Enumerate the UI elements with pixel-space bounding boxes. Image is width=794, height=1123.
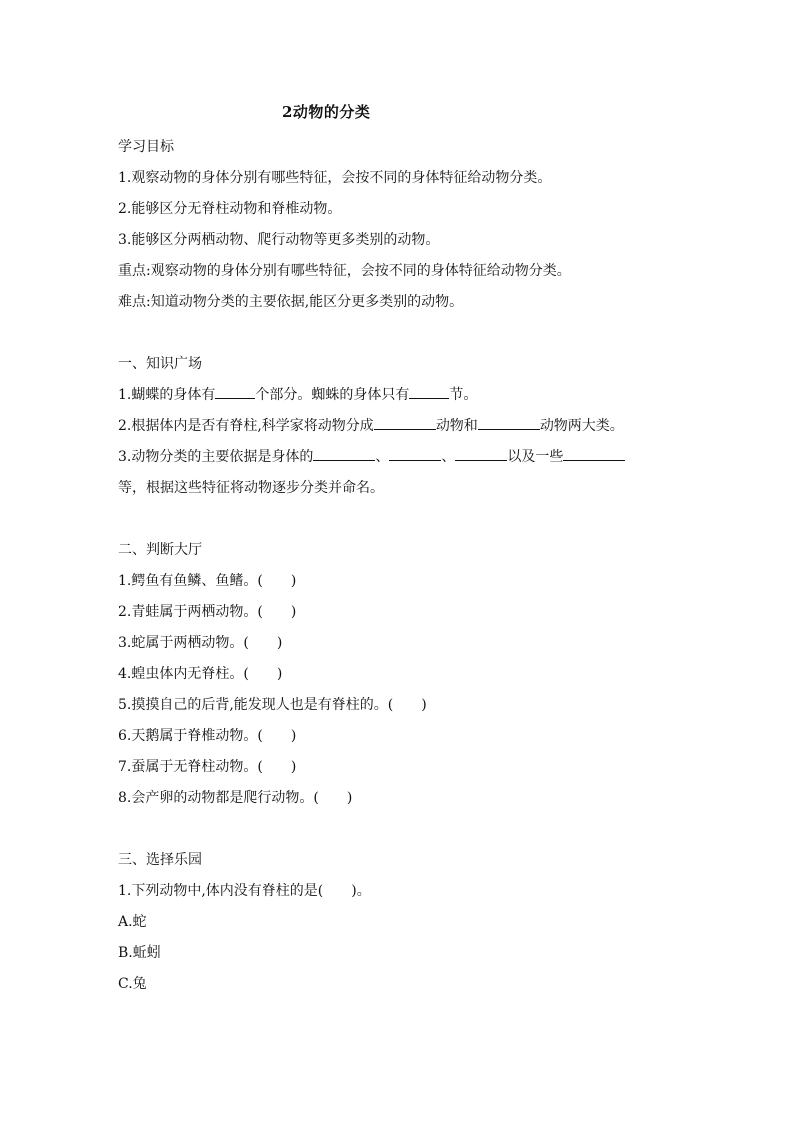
judgement-item-7: 7.蚕属于无脊柱动物。( ) [118, 759, 297, 775]
fill-question-2-text-b: 动物和 [435, 418, 478, 434]
fill-question-1-text-a: 1.蝴蝶的身体有 [118, 387, 216, 403]
judgement-item-3: 3.蛇属于两栖动物。( ) [118, 635, 283, 651]
judgement-item-6: 6.天鹅属于脊椎动物。( ) [118, 728, 297, 744]
fill-question-2-text-c: 动物两大类。 [539, 418, 624, 434]
answer-blank[interactable] [563, 445, 625, 461]
answer-blank[interactable] [389, 445, 441, 461]
section1-heading: 一、知识广场 [118, 356, 202, 372]
spacer [118, 814, 688, 845]
choice-option-c: C.兔 [118, 976, 147, 992]
fill-question-3-continued: 等，根据这些特征将动物逐步分类并命名。 [118, 480, 384, 496]
fill-question-3-text-b: 以及一些 [507, 449, 564, 465]
choice-option-b: B.蚯蚓 [118, 945, 161, 961]
separator: 、 [441, 449, 456, 465]
spacer [118, 318, 688, 349]
fill-question-3-text-a: 3.动物分类的主要依据是身体的 [118, 449, 314, 465]
judgement-item-2: 2.青蛙属于两栖动物。( ) [118, 604, 297, 620]
judgement-item-5: 5.摸摸自己的后背,能发现人也是有脊柱的。( ) [118, 697, 427, 713]
answer-blank[interactable] [478, 414, 540, 430]
spacer [118, 504, 688, 535]
section2-heading: 二、判断大厅 [118, 542, 202, 558]
answer-blank[interactable] [455, 445, 507, 461]
judgement-item-8: 8.会产卵的动物都是爬行动物。( ) [118, 790, 353, 806]
fill-question-1 [118, 380, 688, 411]
choice-option-a: A.蛇 [118, 914, 147, 930]
fill-question-2-text-a: 2.根据体内是否有脊柱,科学家将动物分成 [118, 418, 374, 434]
judgement-item-1: 1.鳄鱼有鱼鳞、鱼鳍。( ) [118, 573, 297, 589]
answer-blank[interactable] [313, 445, 375, 461]
key-point: 重点:观察动物的身体分别有哪些特征，会按不同的身体特征给动物分类。 [118, 263, 571, 279]
section3-heading: 三、选择乐园 [118, 852, 202, 868]
objectives-heading: 学习目标 [118, 139, 174, 155]
judgement-item-4: 4.蝗虫体内无脊柱。( ) [118, 666, 283, 682]
objective-item-1: 1.观察动物的身体分别有哪些特征，会按不同的身体特征给动物分类。 [118, 170, 552, 186]
fill-question-1-text-b: 个部分。蜘蛛的身体只有 [255, 387, 410, 403]
answer-blank[interactable] [409, 383, 449, 399]
fill-question-2 [118, 411, 688, 442]
choice-question-1: 1.下列动物中,体内没有脊柱的是( )。 [118, 883, 371, 899]
answer-blank[interactable] [374, 414, 436, 430]
objective-item-2: 2.能够区分无脊柱动物和脊椎动物。 [118, 201, 342, 217]
objective-item-3: 3.能够区分两栖动物、爬行动物等更多类别的动物。 [118, 232, 440, 248]
worksheet-content [118, 132, 688, 1000]
answer-blank[interactable] [215, 383, 255, 399]
fill-question-1-text-c: 节。 [449, 387, 478, 403]
difficulty-point: 难点:知道动物分类的主要依据,能区分更多类别的动物。 [118, 294, 464, 310]
fill-question-3 [118, 442, 688, 473]
page-title: 2动物的分类 [282, 103, 371, 121]
separator: 、 [375, 449, 390, 465]
